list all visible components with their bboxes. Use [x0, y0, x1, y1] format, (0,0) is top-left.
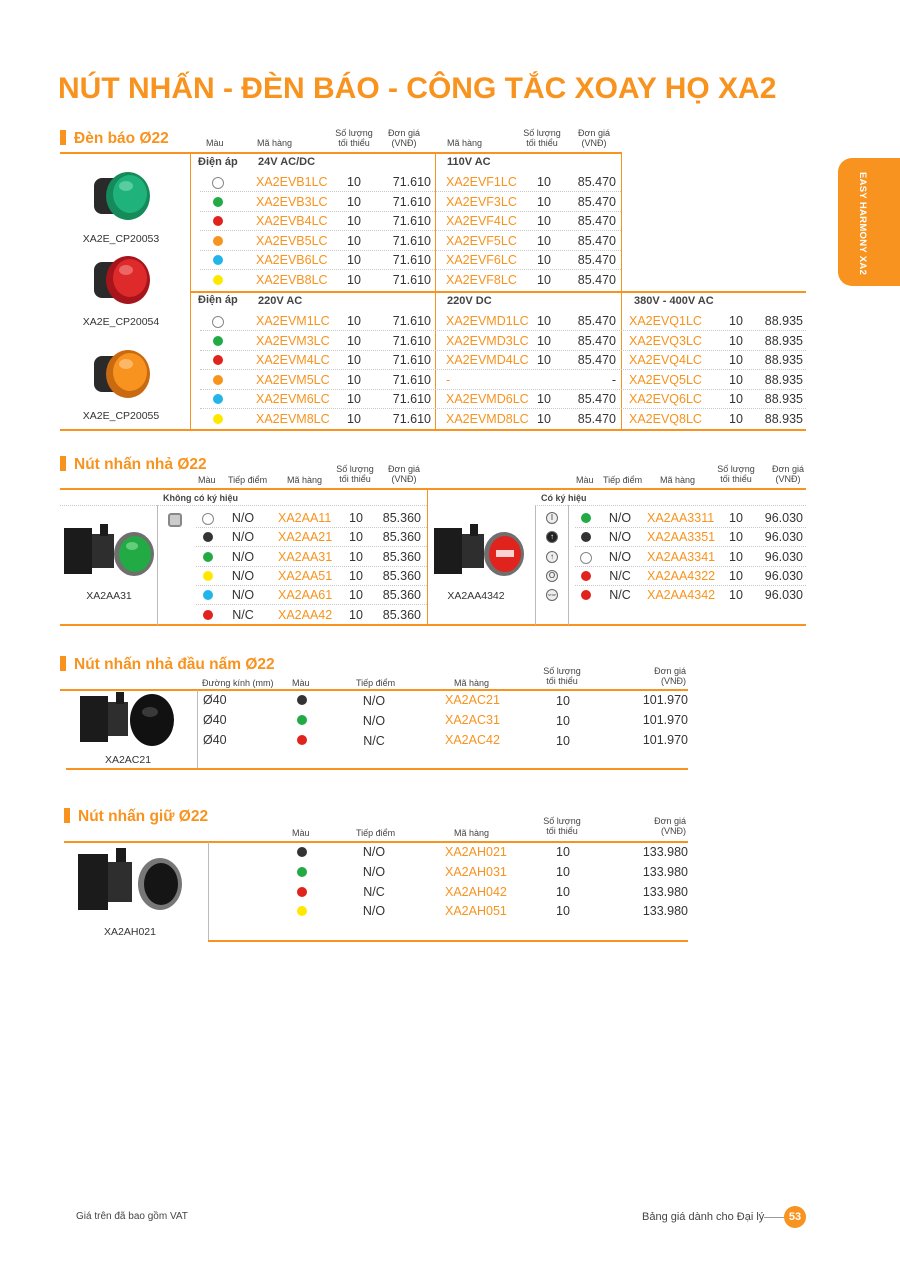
row-divider — [200, 191, 621, 192]
unit-price: 88.935 — [764, 412, 803, 426]
rule — [60, 152, 622, 154]
header-code: Mã hàng — [287, 475, 323, 485]
color-dot — [581, 590, 591, 600]
unit-price: 71.610 — [392, 233, 431, 248]
unit-price: 133.980 — [642, 864, 688, 879]
product-code: XA2AA4342 — [647, 588, 716, 603]
product-code: XA2EVM4LC — [256, 353, 330, 368]
min-qty: 10 — [347, 314, 361, 328]
rule — [60, 505, 427, 506]
min-qty: 10 — [537, 392, 551, 407]
product-code: - — [446, 372, 451, 387]
unit-price: 85.470 — [577, 314, 616, 328]
min-qty: 10 — [729, 314, 743, 328]
header-qty-2: Số lượng tối thiểu — [523, 128, 561, 148]
product-code: XA2EVM8LC — [256, 412, 330, 426]
unit-price: 71.610 — [392, 314, 431, 328]
product-code: XA2EVF1LC — [446, 175, 517, 189]
product-code: XA2EVM6LC — [256, 392, 330, 407]
unit-price: 85.470 — [577, 392, 616, 407]
product-code: XA2AH051 — [445, 904, 507, 919]
row-divider — [200, 369, 806, 370]
button-symbol-icon: ↑ — [546, 551, 558, 563]
unit-price: 85.470 — [577, 233, 616, 248]
voltage-24v: 24V AC/DC — [258, 156, 316, 168]
row-divider — [196, 546, 427, 547]
rule — [66, 768, 688, 770]
min-qty: 10 — [556, 734, 570, 748]
unit-price: 85.470 — [577, 194, 616, 209]
header-price: Đơn giá (VNĐ) — [388, 128, 420, 148]
contact-type: N/O — [608, 530, 632, 545]
header-color: Màu — [198, 475, 216, 485]
color-dot — [581, 532, 591, 542]
product-code: XA2AA4322 — [647, 568, 716, 583]
color-dot — [297, 867, 307, 877]
color-dot — [203, 610, 213, 620]
min-qty: 10 — [556, 904, 570, 919]
color-dot — [297, 735, 307, 745]
unit-price: 71.610 — [392, 214, 431, 228]
image-caption: XA2AC21 — [104, 754, 152, 766]
product-code: XA2EVB5LC — [256, 233, 328, 248]
min-qty: 10 — [347, 412, 361, 426]
color-dot — [203, 571, 213, 581]
unit-price: 85.470 — [577, 253, 616, 267]
product-code: XA2EVQ3LC — [629, 333, 702, 348]
header-contact: Tiếp điểm — [356, 828, 396, 838]
contact-type: N/O — [231, 549, 255, 564]
product-code: XA2EVB1LC — [256, 175, 328, 189]
unit-price: 96.030 — [764, 549, 803, 564]
color-dot — [297, 906, 307, 916]
product-code: XA2AA21 — [278, 530, 333, 545]
min-qty: 10 — [729, 392, 743, 407]
unit-price: 85.470 — [577, 353, 616, 368]
rule — [190, 152, 191, 430]
unit-price: 88.935 — [764, 392, 803, 407]
product-code: XA2AH042 — [445, 884, 507, 899]
voltage-110v: 110V AC — [447, 156, 491, 168]
button-symbol-icon: STOP — [546, 589, 558, 601]
color-dot — [213, 275, 223, 285]
product-code: XA2AA31 — [278, 549, 333, 564]
product-code: XA2EVF8LC — [446, 272, 517, 287]
min-qty: 10 — [729, 353, 743, 368]
button-symbol-icon: ↑ — [546, 531, 558, 543]
contact-type: N/O — [231, 530, 255, 545]
product-code: XA2EVMD1LC — [446, 314, 529, 328]
footer-note: Giá trên đã bao gồm VAT — [76, 1211, 188, 1222]
color-dot — [212, 177, 224, 189]
header-price-2: Đơn giá (VNĐ) — [578, 128, 610, 148]
row-divider — [200, 269, 621, 270]
unit-price: 96.030 — [764, 511, 803, 525]
min-qty: 10 — [729, 511, 743, 525]
subheader-with-symbol: Có ký hiệu — [541, 493, 587, 503]
contact-type: N/O — [231, 588, 255, 603]
maintained-button-image — [74, 846, 188, 920]
rule — [427, 488, 428, 625]
min-qty: 10 — [729, 549, 743, 564]
min-qty: 10 — [729, 412, 743, 426]
header-color: Màu — [292, 828, 310, 838]
contact-type: N/O — [362, 845, 386, 859]
unit-price: 85.470 — [577, 214, 616, 228]
rule — [60, 429, 806, 431]
unit-price: 96.030 — [764, 530, 803, 545]
pilot-light-orange-image — [88, 344, 156, 404]
min-qty: 10 — [349, 607, 363, 622]
image-caption: XA2AA4342 — [447, 590, 505, 602]
product-code: XA2AA51 — [278, 568, 333, 583]
image-caption: XA2E_CP20054 — [82, 316, 160, 328]
min-qty: 10 — [556, 884, 570, 899]
unit-price: 71.610 — [392, 253, 431, 267]
side-tab — [838, 158, 900, 286]
contact-type: N/C — [232, 607, 254, 622]
min-qty: 10 — [537, 233, 551, 248]
unit-price: 85.470 — [577, 333, 616, 348]
color-dot — [202, 513, 214, 525]
page-number: 53 — [784, 1206, 806, 1228]
product-code: XA2AA3311 — [647, 511, 715, 525]
contact-type: N/O — [362, 904, 386, 919]
color-dot — [297, 887, 307, 897]
min-qty: 10 — [537, 194, 551, 209]
min-qty: 10 — [347, 253, 361, 267]
row-divider — [196, 604, 427, 605]
min-qty: 10 — [349, 511, 363, 525]
unit-price: 71.610 — [392, 272, 431, 287]
product-code: XA2EVMD8LC — [446, 412, 529, 426]
min-qty: 10 — [729, 530, 743, 545]
min-qty: 10 — [537, 214, 551, 228]
min-qty: 10 — [556, 694, 570, 708]
product-code: XA2EVQ5LC — [629, 372, 702, 387]
voltage-label: Điện áp — [198, 294, 238, 306]
row-divider — [575, 585, 806, 586]
rule — [60, 624, 806, 626]
min-qty: 10 — [347, 272, 361, 287]
unit-price: 96.030 — [764, 588, 803, 603]
min-qty: 10 — [556, 864, 570, 879]
voltage-label: Điện áp — [198, 156, 238, 168]
row-divider — [200, 389, 806, 390]
button-symbol-icon: O — [546, 570, 558, 582]
header-qty: Số lượng tối thiểu — [336, 464, 374, 484]
row-divider — [200, 211, 621, 212]
voltage-380v: 380V - 400V AC — [634, 295, 714, 307]
product-code: XA2AA61 — [278, 588, 333, 603]
color-dot — [297, 695, 307, 705]
header-diameter: Đường kính (mm) — [202, 678, 274, 688]
product-code: XA2EVF4LC — [446, 214, 517, 228]
unit-price: 96.030 — [764, 568, 803, 583]
footer-rule — [764, 1217, 784, 1218]
color-dot — [213, 255, 223, 265]
unit-price: 85.360 — [382, 511, 421, 525]
color-dot — [213, 236, 223, 246]
rule — [568, 505, 569, 625]
product-code: XA2EVM1LC — [256, 314, 330, 328]
product-code: XA2EVQ1LC — [629, 314, 702, 328]
header-code-2: Mã hàng — [660, 475, 696, 485]
section-4-title: Nút nhấn giữ Ø22 — [64, 808, 208, 826]
min-qty: 10 — [729, 588, 743, 603]
product-code: XA2AC31 — [445, 713, 500, 727]
row-divider — [200, 408, 806, 409]
color-dot — [203, 590, 213, 600]
rule — [208, 940, 688, 942]
push-button-stop-image — [432, 520, 526, 584]
mushroom-button-image — [76, 690, 176, 750]
min-qty: 10 — [349, 568, 363, 583]
contact-type: N/O — [362, 864, 386, 879]
unit-price: 88.935 — [764, 372, 803, 387]
min-qty: 10 — [537, 314, 551, 328]
header-qty: Số lượng tối thiểu — [543, 816, 581, 836]
color-dot — [212, 316, 224, 328]
min-qty: 10 — [537, 272, 551, 287]
contact-type: N/O — [362, 694, 386, 708]
min-qty: 10 — [347, 194, 361, 209]
contact-type: N/C — [609, 588, 631, 603]
min-qty: 10 — [347, 214, 361, 228]
rule — [190, 291, 806, 293]
product-code: XA2EVB3LC — [256, 194, 328, 209]
product-code: XA2EVF6LC — [446, 253, 517, 267]
contact-type: N/O — [608, 549, 632, 564]
min-qty: 10 — [347, 392, 361, 407]
unit-price: 101.970 — [642, 713, 688, 727]
unit-price: 85.470 — [577, 412, 616, 426]
unit-price: 133.980 — [642, 845, 688, 859]
min-qty: 10 — [347, 353, 361, 368]
color-dot — [581, 513, 591, 523]
header-color: Màu — [292, 678, 310, 688]
row-divider — [196, 585, 427, 586]
product-code: XA2AC42 — [445, 733, 500, 747]
min-qty: 10 — [537, 253, 551, 267]
color-dot — [203, 552, 213, 562]
row-divider — [200, 330, 806, 331]
product-code: XA2EVQ8LC — [629, 412, 702, 426]
unit-price: 133.980 — [642, 904, 688, 919]
min-qty: 10 — [537, 353, 551, 368]
header-price-2: Đơn giá (VNĐ) — [772, 464, 804, 484]
color-dot — [213, 197, 223, 207]
contact-type: N/O — [362, 714, 386, 728]
rule — [208, 842, 209, 940]
unit-price: 101.970 — [642, 693, 688, 707]
product-code: XA2EVB4LC — [256, 214, 328, 228]
page-title: NÚT NHẤN - ĐÈN BÁO - CÔNG TẮC XOAY HỌ XA2 — [58, 72, 777, 105]
row-divider — [200, 250, 621, 251]
product-code: XA2EVM5LC — [256, 372, 330, 387]
product-code: XA2AA3351 — [647, 530, 716, 545]
product-code: XA2EVMD6LC — [446, 392, 529, 407]
min-qty: 10 — [349, 588, 363, 603]
unit-price: 71.610 — [392, 372, 431, 387]
min-qty: 10 — [347, 333, 361, 348]
footer-label: Bảng giá dành cho Đại lý — [642, 1211, 765, 1223]
product-code: XA2EVF3LC — [446, 194, 517, 209]
header-color-2: Màu — [576, 475, 594, 485]
unit-price: 71.610 — [392, 392, 431, 407]
image-caption: XA2AH021 — [104, 926, 156, 938]
min-qty: 10 — [537, 412, 551, 426]
min-qty: 10 — [729, 372, 743, 387]
product-code: XA2EVQ4LC — [629, 353, 702, 368]
header-code: Mã hàng — [257, 138, 293, 148]
min-qty: 10 — [556, 714, 570, 728]
diameter-value: Ø40 — [203, 693, 227, 707]
contact-type: N/O — [231, 568, 255, 583]
min-qty: 10 — [347, 175, 361, 189]
min-qty: 10 — [347, 233, 361, 248]
min-qty: 10 — [347, 372, 361, 387]
voltage-220v-ac: 220V AC — [258, 295, 303, 307]
unit-price: 85.360 — [382, 530, 421, 545]
product-code: XA2AA11 — [278, 511, 332, 525]
row-divider — [575, 527, 806, 528]
section-1-title: Đèn báo Ø22 — [60, 130, 169, 148]
min-qty: 10 — [349, 530, 363, 545]
unit-price: 133.980 — [642, 884, 688, 899]
pilot-light-red-image — [88, 250, 156, 310]
color-dot — [213, 414, 223, 424]
min-qty: 10 — [556, 845, 570, 859]
diameter-value: Ø40 — [203, 733, 227, 747]
color-dot — [213, 336, 223, 346]
product-code: XA2EVMD4LC — [446, 353, 529, 368]
header-contact-2: Tiếp điểm — [603, 475, 643, 485]
unit-price: 88.935 — [764, 333, 803, 348]
button-symbol-icon: I — [546, 512, 558, 524]
contact-type: N/C — [609, 568, 631, 583]
unit-price: 88.935 — [764, 353, 803, 368]
header-price: Đơn giá (VNĐ) — [654, 816, 686, 836]
min-qty: 10 — [349, 549, 363, 564]
min-qty: 10 — [537, 333, 551, 348]
unit-price: 71.610 — [392, 333, 431, 348]
product-code: XA2AA3341 — [647, 549, 716, 564]
voltage-220v-dc: 220V DC — [447, 295, 492, 307]
image-caption: XA2AA31 — [86, 590, 132, 602]
unit-price: 85.360 — [382, 588, 421, 603]
unit-price: 101.970 — [642, 733, 688, 747]
color-dot — [213, 355, 223, 365]
contact-type: N/O — [608, 511, 632, 525]
section-3-title: Nút nhấn nhả đầu nấm Ø22 — [60, 656, 275, 674]
header-qty: Số lượng tối thiểu — [335, 128, 373, 148]
image-caption: XA2E_CP20053 — [82, 233, 160, 245]
color-dot — [580, 552, 592, 564]
image-caption: XA2E_CP20055 — [82, 410, 160, 422]
header-price: Đơn giá (VNĐ) — [388, 464, 420, 484]
unit-price: - — [611, 372, 616, 387]
rule — [535, 505, 806, 506]
min-qty: 10 — [729, 568, 743, 583]
product-code: XA2EVF5LC — [446, 233, 517, 248]
row-divider — [575, 546, 806, 547]
color-dot — [297, 715, 307, 725]
color-dot — [203, 532, 213, 542]
product-code: XA2EVB6LC — [256, 253, 328, 267]
color-dot — [581, 571, 591, 581]
color-dot — [213, 394, 223, 404]
header-qty: Số lượng tối thiểu — [543, 666, 581, 686]
rule — [64, 841, 688, 843]
side-tab-label: EASY HARMONY XA2 — [857, 172, 868, 276]
header-code-2: Mã hàng — [447, 138, 483, 148]
rule — [60, 488, 806, 490]
color-dot — [297, 847, 307, 857]
product-code: XA2AH031 — [445, 864, 507, 879]
unit-price: 71.610 — [392, 353, 431, 368]
header-code: Mã hàng — [454, 678, 490, 688]
header-contact: Tiếp điểm — [228, 475, 268, 485]
unit-price: 85.360 — [382, 568, 421, 583]
unit-price: 85.470 — [577, 272, 616, 287]
header-price: Đơn giá (VNĐ) — [654, 666, 686, 686]
button-symbol-blank — [168, 513, 182, 527]
product-code: XA2AH021 — [445, 845, 507, 859]
product-code: XA2EVM3LC — [256, 333, 330, 348]
diameter-value: Ø40 — [203, 713, 227, 727]
row-divider — [196, 566, 427, 567]
rule — [157, 505, 158, 625]
rule — [535, 505, 536, 625]
pilot-light-green-image — [88, 166, 156, 226]
color-dot — [213, 375, 223, 385]
contact-type: N/C — [363, 734, 385, 748]
header-qty-2: Số lượng tối thiểu — [717, 464, 755, 484]
unit-price: 85.360 — [382, 549, 421, 564]
row-divider — [200, 350, 806, 351]
product-code: XA2AC21 — [445, 693, 500, 707]
header-contact: Tiếp điểm — [356, 678, 396, 688]
product-code: XA2EVQ6LC — [629, 392, 702, 407]
contact-type: N/O — [231, 511, 255, 525]
push-button-green-image — [62, 520, 156, 584]
color-dot — [213, 216, 223, 226]
row-divider — [196, 527, 427, 528]
header-color: Màu — [206, 138, 224, 148]
unit-price: 71.610 — [392, 412, 431, 426]
unit-price: 85.470 — [577, 175, 616, 189]
rule — [197, 690, 198, 768]
subheader-no-symbol: Không có ký hiệu — [163, 493, 239, 503]
row-divider — [200, 230, 621, 231]
header-code: Mã hàng — [454, 828, 490, 838]
row-divider — [575, 566, 806, 567]
min-qty: 10 — [729, 333, 743, 348]
product-code: XA2EVB8LC — [256, 272, 328, 287]
unit-price: 71.610 — [392, 175, 431, 189]
section-2-title: Nút nhấn nhả Ø22 — [60, 456, 207, 474]
unit-price: 71.610 — [392, 194, 431, 209]
product-code: XA2AA42 — [278, 607, 333, 622]
unit-price: 88.935 — [764, 314, 803, 328]
product-code: XA2EVMD3LC — [446, 333, 529, 348]
min-qty: 10 — [537, 175, 551, 189]
contact-type: N/C — [363, 884, 385, 899]
unit-price: 85.360 — [382, 607, 421, 622]
